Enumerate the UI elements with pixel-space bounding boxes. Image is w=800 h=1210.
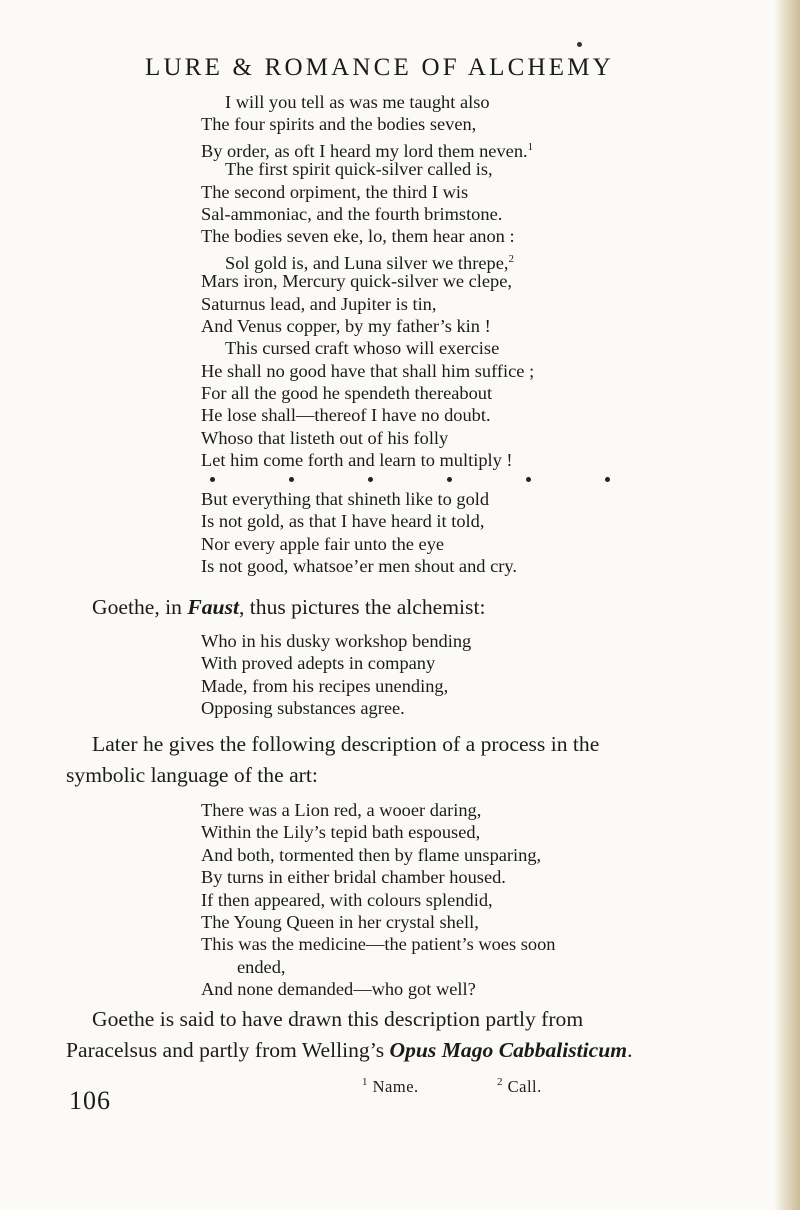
verse-line: This was the medicine—the patient’s woes soon (201, 934, 556, 955)
paragraph-later (66, 729, 599, 791)
verse-line: And Venus copper, by my father’s kin ! (201, 315, 491, 336)
verse-line: Let him come forth and learn to multiply ! (201, 450, 513, 471)
verse-block-faust (201, 630, 471, 720)
verse-line: Within the Lily’s tepid bath espoused, (201, 822, 481, 843)
verse-line: And none demanded—who got well? (201, 979, 476, 1000)
ornament-dot (577, 42, 582, 47)
verse-line: There was a Lion red, a wooer daring, (201, 800, 482, 820)
prose-text: Paracelsus and partly from Welling’s (66, 1038, 390, 1062)
verse-line: And both, tormented then by flame unsparing, (201, 844, 542, 865)
verse-line: With proved adepts in company (201, 653, 436, 674)
verse-block-chaucer (201, 91, 534, 472)
verse-line: I will you tell as was me taught also (225, 92, 490, 112)
paragraph-paracelsus (66, 1004, 632, 1066)
footnote-2 (497, 1076, 542, 1097)
verse-line: He lose shall—thereof I have no doubt. (201, 405, 491, 426)
verse-line: Saturnus lead, and Jupiter is tin, (201, 293, 437, 314)
verse-block-lion (201, 799, 555, 1001)
verse-line: Mars iron, Mercury quick-silver we clepe, (201, 271, 512, 292)
page-number: 106 (69, 1086, 111, 1115)
verse-line: Whoso that listeth out of his folly (201, 427, 449, 448)
verse-line: The first spirit quick-silver called is, (225, 159, 493, 180)
verse-line: Is not good, whatsoe’er men shout and cry. (201, 556, 517, 577)
verse-line: Who in his dusky workshop bending (201, 631, 472, 651)
footnote-ref: 1 (527, 140, 534, 153)
verse-block-gold (201, 488, 517, 578)
verse-line: The bodies seven eke, lo, them hear anon : (201, 226, 515, 247)
verse-line: Opposing substances agree. (201, 698, 405, 719)
footnote-1 (362, 1076, 419, 1097)
verse-line: Made, from his recipes unending, (201, 675, 449, 696)
footnote-marker: 2 (497, 1076, 503, 1088)
verse-line: Sal-ammoniac, and the fourth brimstone. (201, 203, 503, 224)
verse-line: Is not gold, as that I have heard it told, (201, 511, 485, 532)
verse-line: This cursed craft whoso will exercise (225, 338, 500, 359)
verse-line: By turns in either bridal chamber housed. (201, 867, 506, 888)
ellipsis-dots (210, 469, 610, 489)
footnote-ref: 2 (508, 252, 514, 265)
prose-text: . (627, 1038, 633, 1062)
prose-line: symbolic language of the art: (66, 763, 318, 787)
verse-line: He shall no good have that shall him suffice ; (201, 360, 535, 381)
faust-title: Faust (187, 595, 239, 619)
verse-line: If then appeared, with colours splendid, (201, 889, 493, 910)
verse-line: By order, as oft I heard my lord them neven.$^1$ (201, 140, 534, 161)
footnote-text: Name. (372, 1077, 419, 1096)
running-header: LURE & ROMANCE OF ALCHEMY (145, 54, 614, 81)
verse-line: Nor every apple fair unto the eye (201, 533, 445, 554)
verse-line: Sol gold is, and Luna silver we threpe,$^2$ (225, 252, 514, 273)
prose-line (66, 1035, 632, 1066)
prose-line: Later he gives the following description of a process in the (92, 732, 600, 756)
verse-line: ended, (237, 956, 286, 977)
verse-line: The four spirits and the bodies seven, (201, 114, 477, 135)
paragraph-faust-intro (92, 592, 485, 623)
opus-title: Opus Mago Cabbalisticum (389, 1038, 628, 1062)
verse-line: But everything that shineth like to gold (201, 489, 490, 509)
verse-line: The Young Queen in her crystal shell, (201, 911, 479, 932)
verse-line: For all the good he spendeth thereabout (201, 383, 493, 404)
footnote-text: Call. (507, 1077, 542, 1096)
page-edge-shadow (774, 0, 800, 1210)
prose-line: Goethe is said to have drawn this description partly from (92, 1007, 584, 1031)
prose-text: Goethe, in (92, 595, 188, 619)
prose-text: , thus pictures the alchemist: (238, 595, 486, 619)
footnote-marker: 1 (362, 1076, 368, 1088)
verse-line: The second orpiment, the third I wis (201, 181, 469, 202)
